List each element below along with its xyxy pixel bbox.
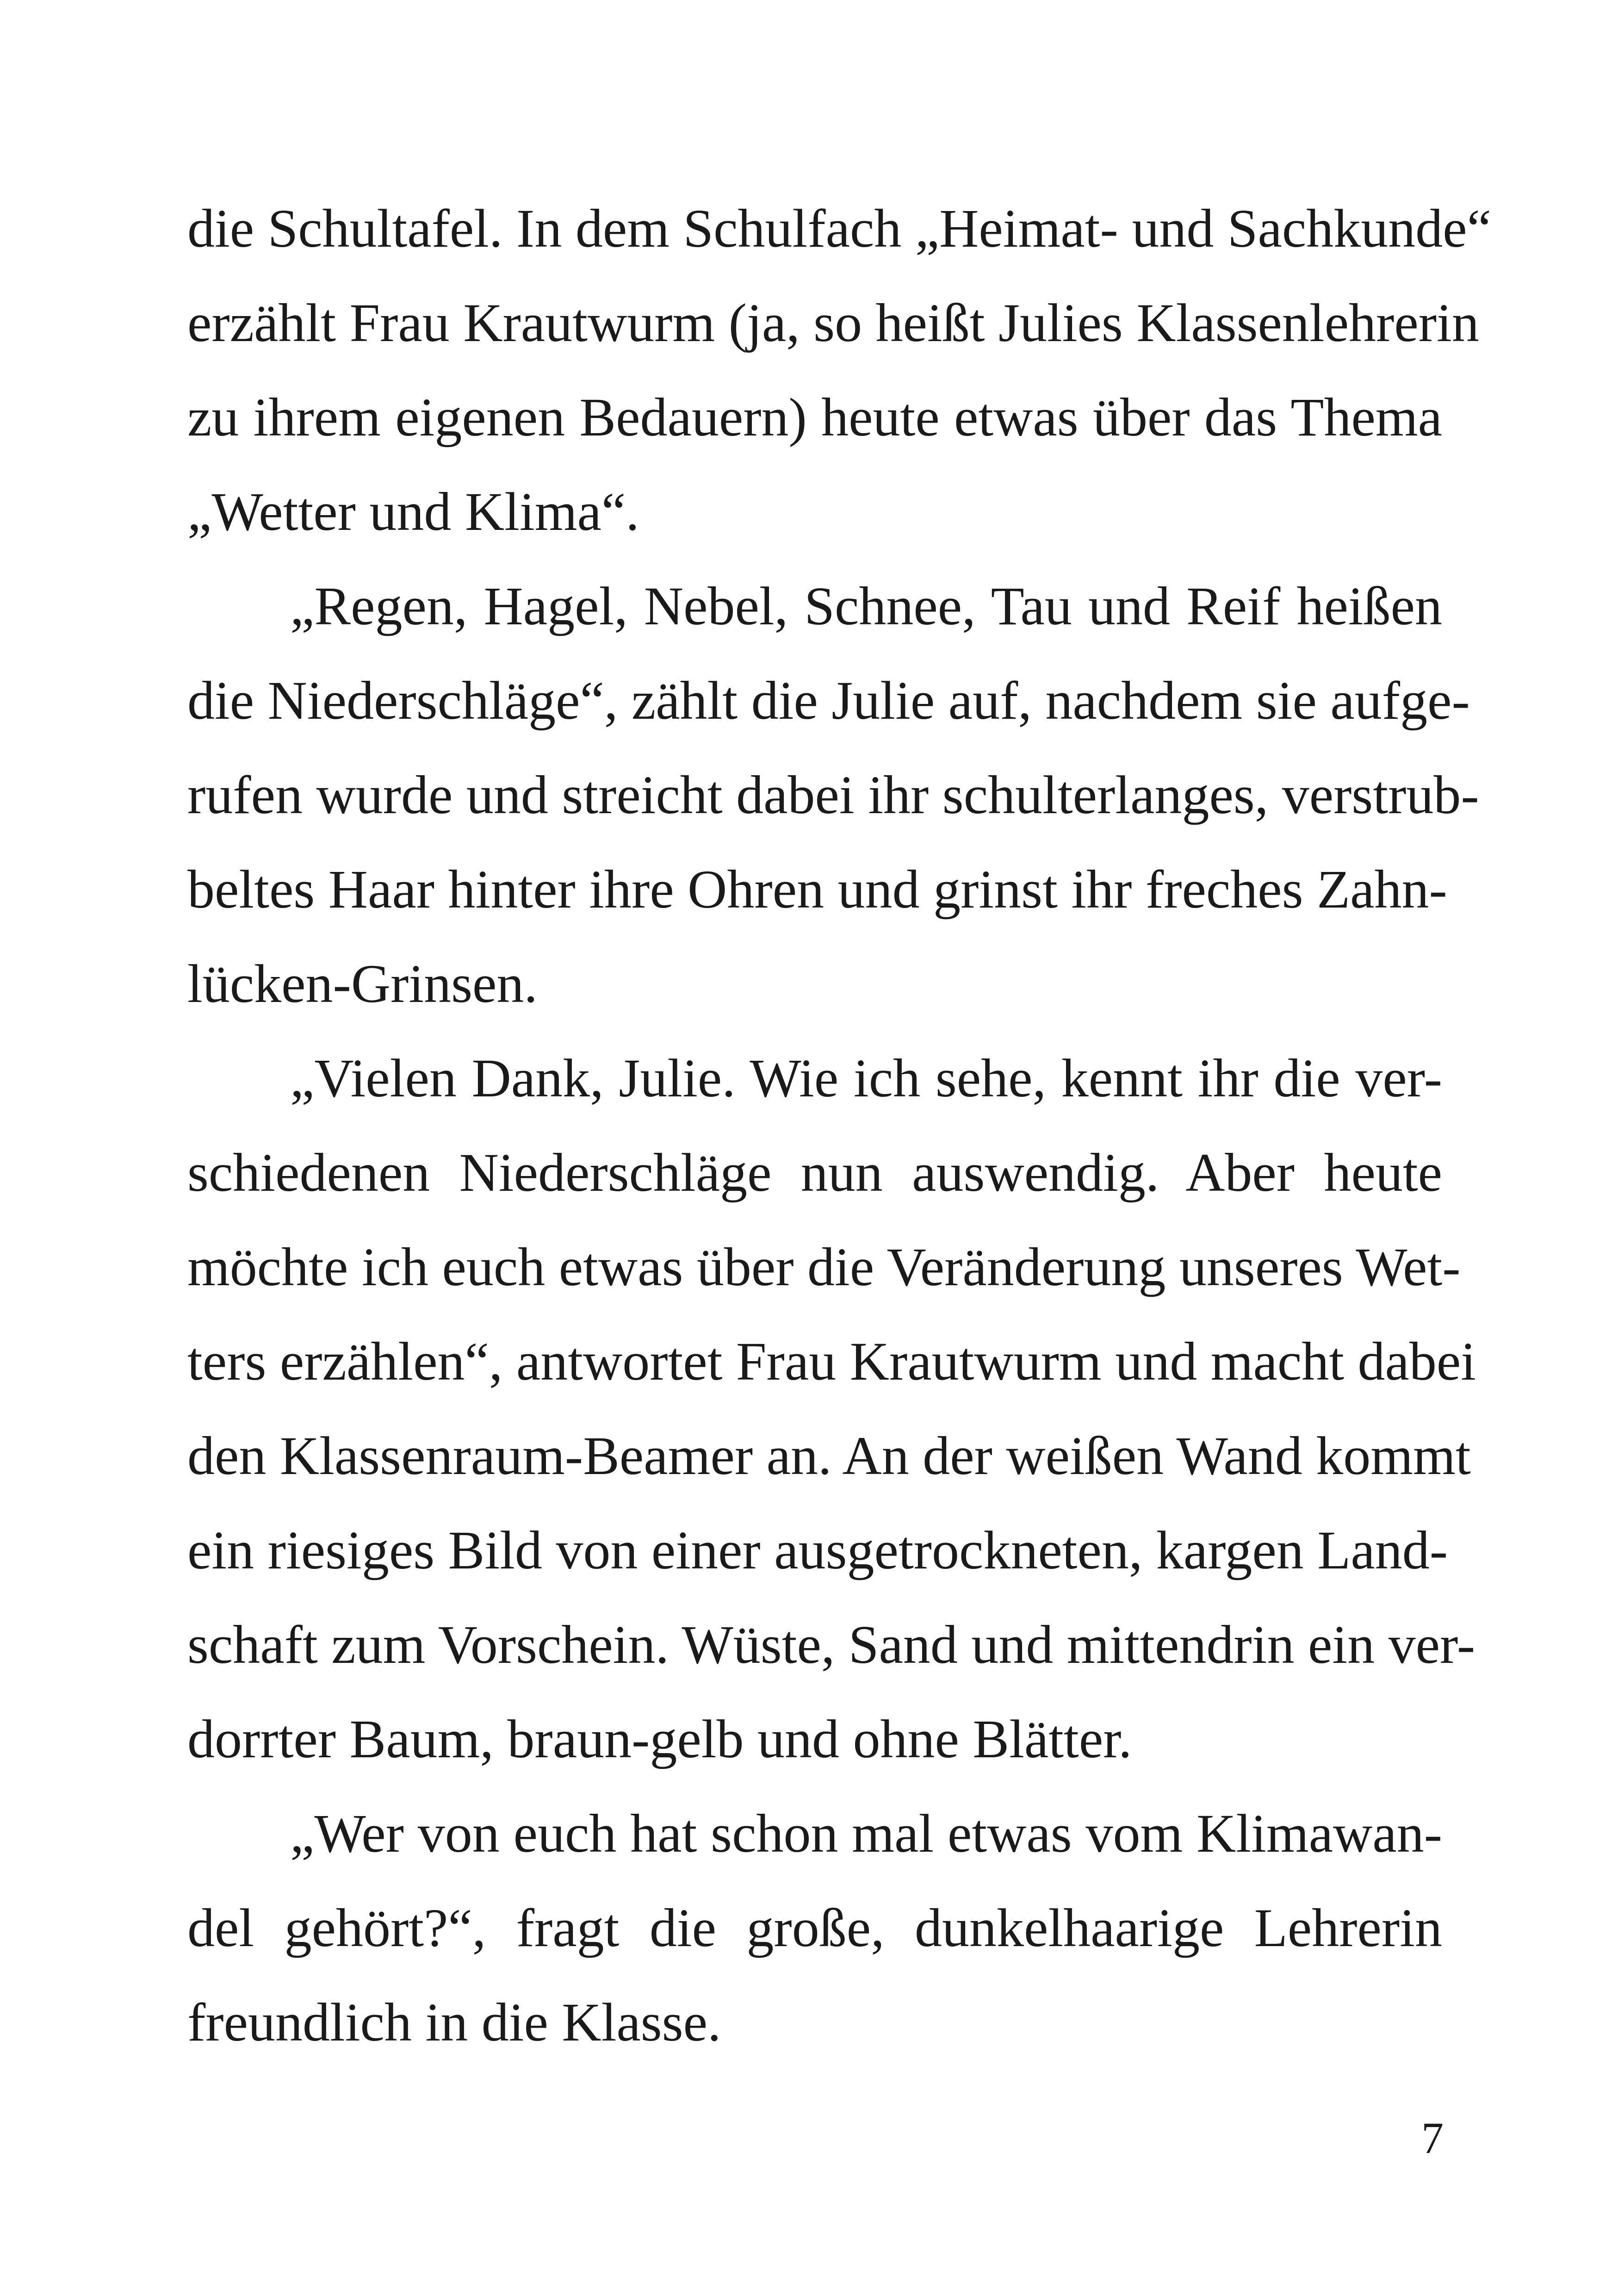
text-line: dorrter Baum, braun-gelb und ohne Blätter. <box>187 1709 1132 1769</box>
text-line: die Niederschläge“, zählt die Julie auf, nachdem sie aufge- <box>187 670 1470 731</box>
text-line: rufen wurde und streicht dabei ihr schulterlanges, verstrub- <box>187 765 1479 825</box>
paragraph-1 <box>187 181 1491 559</box>
text-line: die Schultafel. In dem Schulfach „Heimat- und Sachkunde“ <box>187 198 1491 259</box>
text-line: del gehört?“, fragt die große, dunkelhaarige Lehrerin <box>187 1898 1442 1958</box>
text-line: beltes Haar hinter ihre Ohren und grinst ihr freches Zahn- <box>187 859 1447 920</box>
text-line: ters erzählen“, antwortet Frau Krautwurm und macht dabei <box>187 1331 1476 1392</box>
text-line: lücken-Grinsen. <box>187 953 538 1014</box>
paragraph-2 <box>187 559 1479 1031</box>
paragraph-4 <box>187 1786 1442 2070</box>
text-line: „Wetter und Klima“. <box>187 481 639 542</box>
text-line: „Wer von euch hat schon mal etwas vom Klimawan- <box>290 1803 1442 1864</box>
body-text <box>187 181 1491 2070</box>
text-line: ein riesiges Bild von einer ausgetrockneten, kargen Land- <box>187 1520 1448 1580</box>
text-line: schaft zum Vorschein. Wüste, Sand und mittendrin ein ver- <box>187 1614 1475 1675</box>
text-line: zu ihrem eigenen Bedauern) heute etwas über das Thema <box>187 387 1442 448</box>
text-line: „Vielen Dank, Julie. Wie ich sehe, kennt ihr die ver- <box>290 1048 1442 1108</box>
paragraph-3 <box>187 1031 1476 1786</box>
text-line: freundlich in die Klasse. <box>187 1992 721 2053</box>
text-line: möchte ich euch etwas über die Veränderung unseres Wet- <box>187 1237 1461 1297</box>
text-line: „Regen, Hagel, Nebel, Schnee, Tau und Reif heißen <box>290 576 1442 636</box>
page-number: 7 <box>1421 2113 1444 2163</box>
text-line: den Klassenraum-Beamer an. An der weißen Wand kommt <box>187 1425 1471 1486</box>
text-line: schiedenen Niederschläge nun auswendig. Aber heute <box>187 1142 1442 1203</box>
text-line: erzählt Frau Krautwurm (ja, so heißt Julies Klassenlehrerin <box>187 292 1479 353</box>
